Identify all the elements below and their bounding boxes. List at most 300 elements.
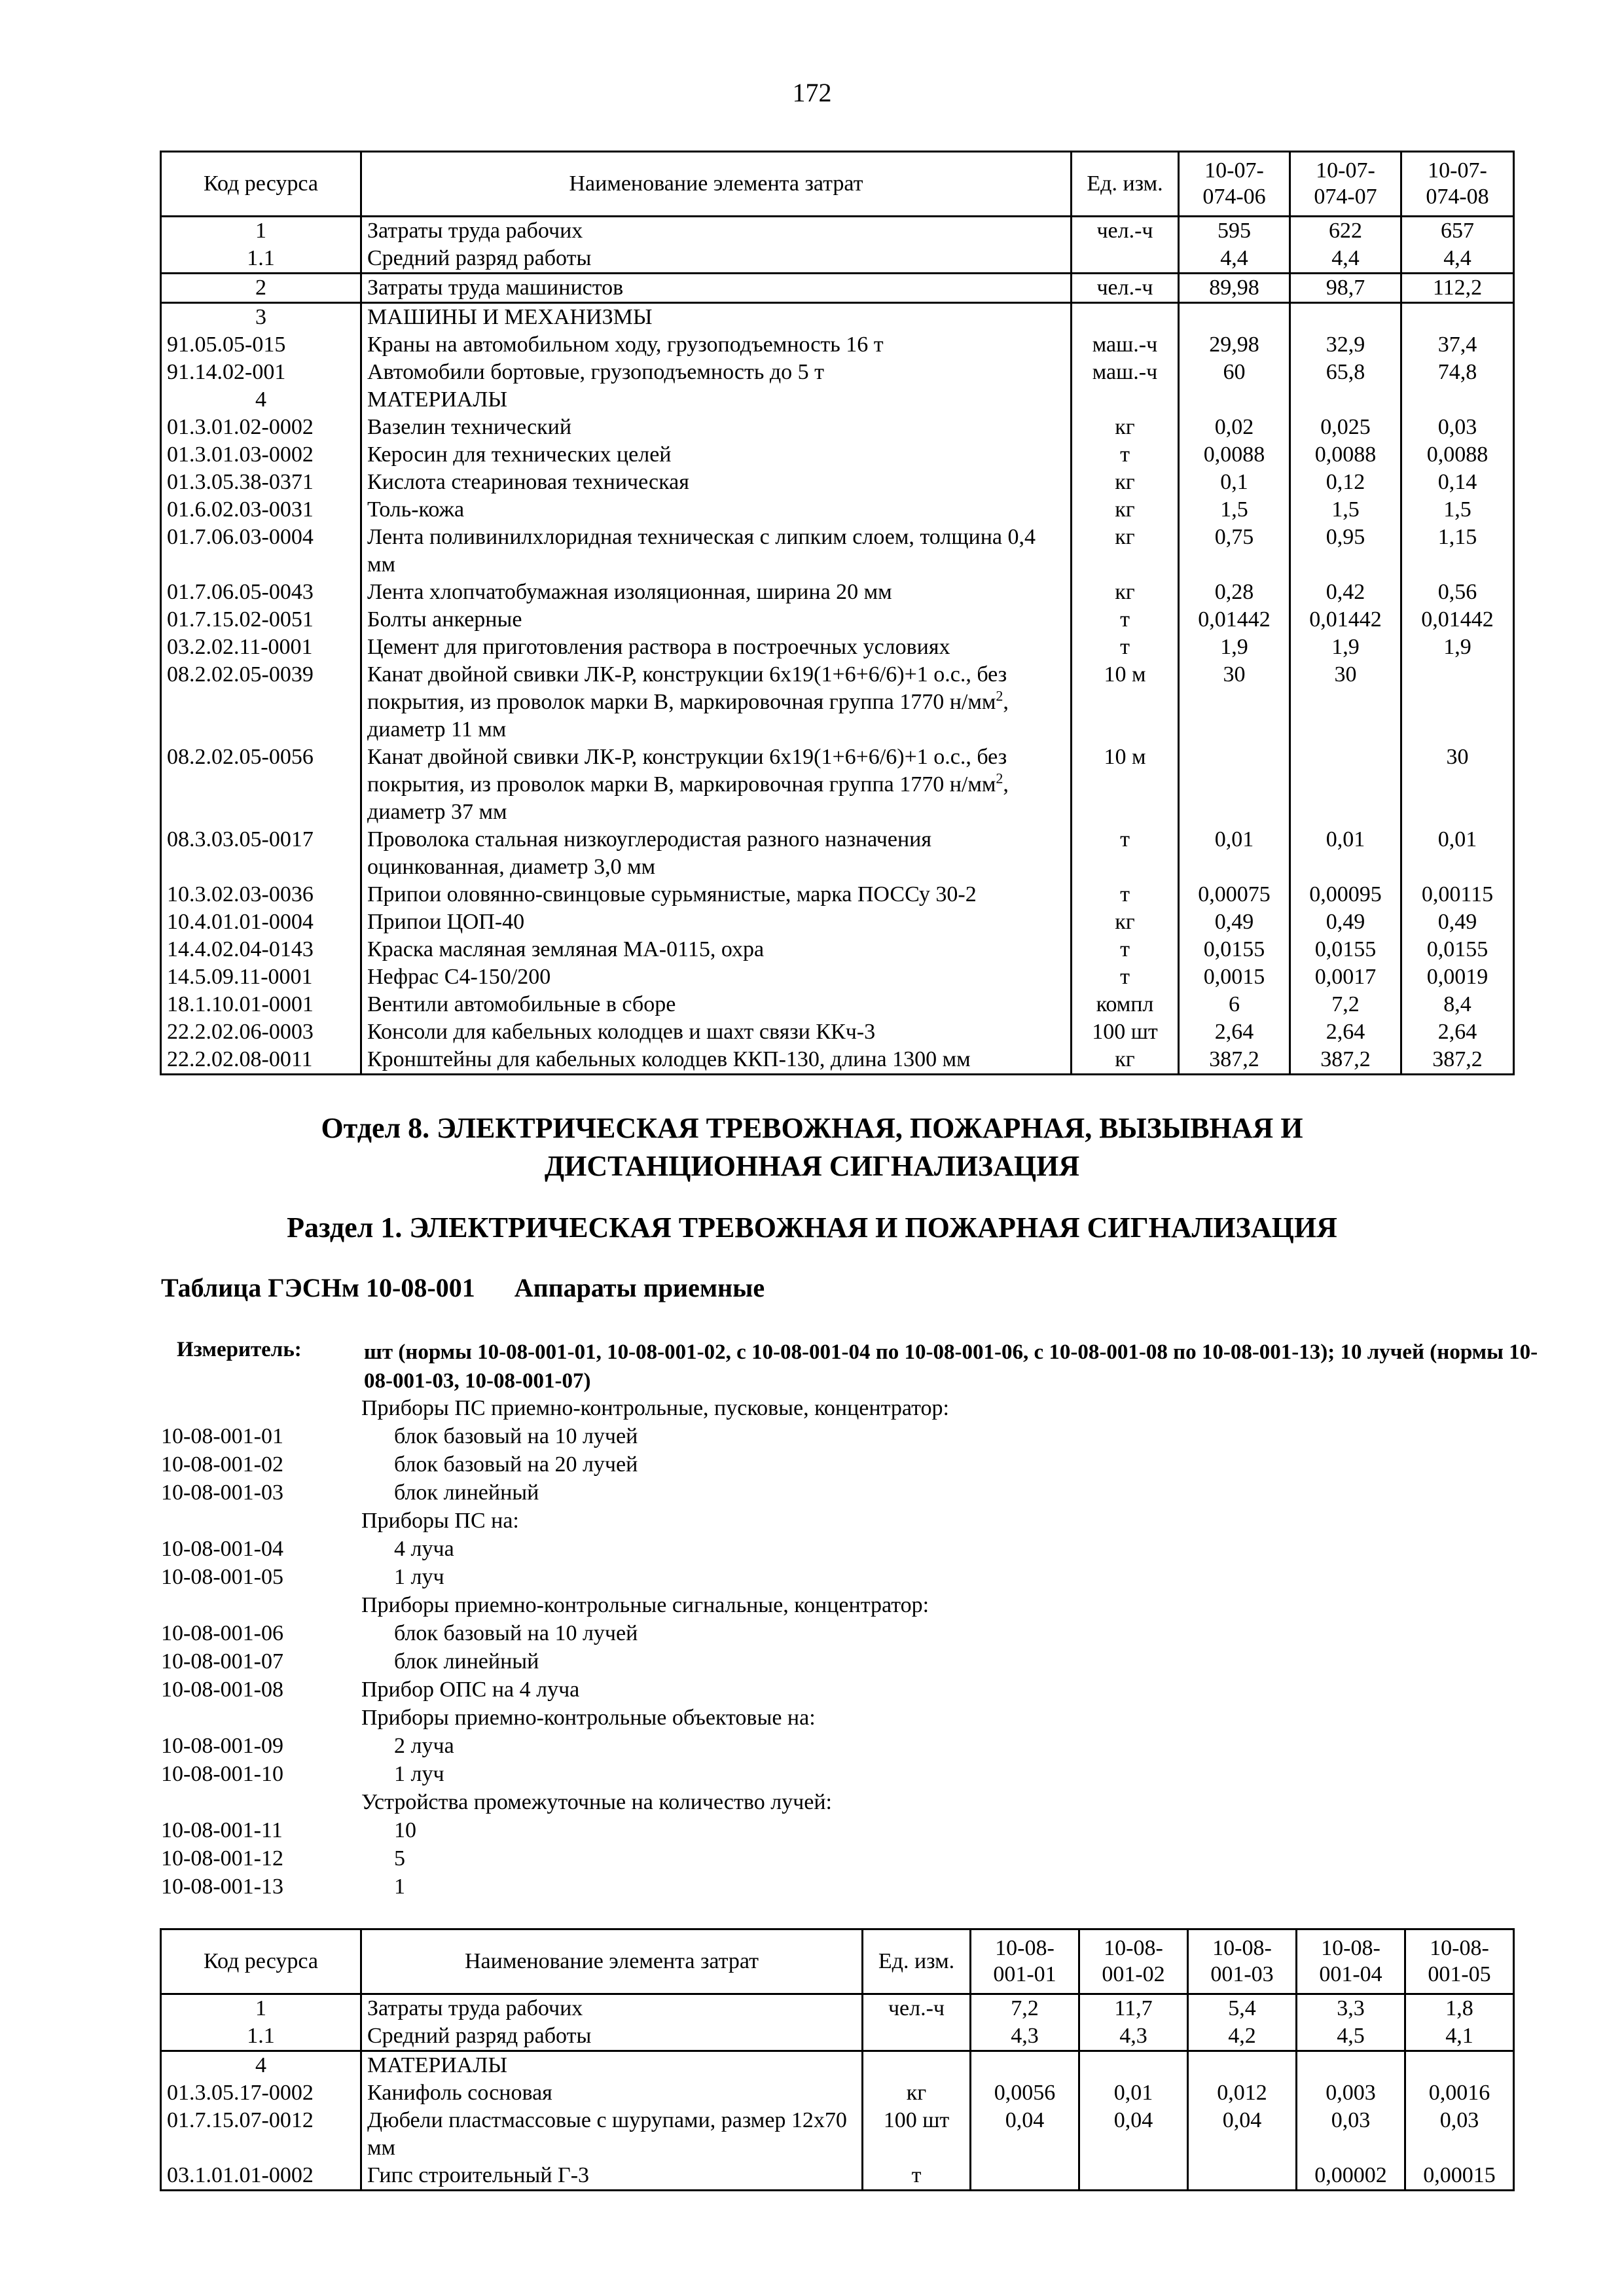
cell-value: 4,2	[1188, 2022, 1297, 2051]
cell-value: 74,8	[1401, 359, 1514, 386]
cell-value: 0,00095	[1290, 881, 1401, 908]
header-norm-07: 10-07- 074-07	[1290, 152, 1401, 217]
table-name: Аппараты приемные	[514, 1273, 765, 1302]
cell-value: 0,01	[1179, 826, 1290, 881]
cell-unit: маш.-ч	[1072, 359, 1179, 386]
cell-value: 0,03	[1297, 2107, 1405, 2162]
norm-code: 10-08-001-13	[161, 1874, 283, 1899]
cell-unit: 100 шт	[1072, 1018, 1179, 1046]
norm-text: Приборы приемно-контрольные объектовые на:	[361, 1706, 816, 1730]
norm-row	[161, 1647, 1470, 1676]
cell-unit	[1072, 303, 1179, 332]
cell-unit: т	[1072, 826, 1179, 881]
cell-value	[1079, 2162, 1188, 2191]
cell-value	[971, 2162, 1079, 2191]
cell-resource-code: 1	[161, 1994, 361, 2023]
header-norm-08: 10-07- 074-08	[1401, 152, 1514, 217]
cell-value: 32,9	[1290, 331, 1401, 359]
table-row	[161, 331, 1514, 359]
cell-value: 0,003	[1297, 2079, 1405, 2107]
header-norm-03: 10-08- 001-03	[1188, 1929, 1297, 1994]
otdel-title-line2: ДИСТАНЦИОННАЯ СИГНАЛИЗАЦИЯ	[544, 1150, 1080, 1182]
header-norm-02: 10-08- 001-02	[1079, 1929, 1188, 1994]
cell-value: 0,0088	[1401, 441, 1514, 469]
cell-unit	[863, 2022, 971, 2051]
cell-value	[1290, 303, 1401, 332]
cell-value: 0,49	[1179, 908, 1290, 936]
cell-value: 4,4	[1401, 245, 1514, 274]
measure-label: Измеритель:	[177, 1338, 302, 1361]
cell-value: 0,1	[1179, 469, 1290, 496]
table-row	[161, 441, 1514, 469]
cell-resource-code: 4	[161, 386, 361, 414]
cell-value: 4,3	[1079, 2022, 1188, 2051]
cell-value: 0,42	[1290, 579, 1401, 606]
cell-resource-code: 01.3.01.03-0002	[161, 441, 361, 469]
header-cost-element: Наименование элемента затрат	[361, 152, 1072, 217]
header-norm-01: 10-08- 001-01	[971, 1929, 1079, 1994]
norm-row	[161, 1563, 1470, 1591]
cell-resource-code: 08.2.02.05-0039	[161, 661, 361, 744]
cell-value: 29,98	[1179, 331, 1290, 359]
table-row	[161, 2079, 1514, 2107]
cell-resource-code: 08.3.03.05-0017	[161, 826, 361, 881]
table-row	[161, 744, 1514, 826]
cell-unit: кг	[1072, 908, 1179, 936]
cell-resource-code: 4	[161, 2051, 361, 2080]
cell-value: 0,01442	[1179, 606, 1290, 634]
cell-resource-code: 1	[161, 217, 361, 245]
norm-code: 10-08-001-09	[161, 1734, 283, 1758]
header-norm-06: 10-07- 074-06	[1179, 152, 1290, 217]
cell-value: 1,5	[1290, 496, 1401, 524]
norm-code: 10-08-001-01	[161, 1424, 283, 1448]
cell-resource-code: 1.1	[161, 2022, 361, 2051]
cell-value	[1405, 2051, 1514, 2080]
measure-text: шт (нормы 10-08-001-01, 10-08-001-02, с 10-08-001-04 по 10-08-001-06, с 10-08-001-08 по 10-08-001-13); 10 лучей (нормы 10-08-001-03, 10-08-001-07)	[364, 1340, 1538, 1393]
cell-unit: т	[863, 2162, 971, 2191]
cell-resource-code: 01.7.06.03-0004	[161, 524, 361, 579]
cell-cost-element: Лента поливинилхлоридная техническая с липким слоем, толщина 0,4 мм	[361, 524, 1072, 579]
norm-code: 10-08-001-06	[161, 1621, 283, 1645]
table-row	[161, 634, 1514, 661]
norm-row	[161, 1873, 1470, 1901]
cell-resource-code: 01.7.15.07-0012	[161, 2107, 361, 2162]
cell-resource-code: 10.4.01.01-0004	[161, 908, 361, 936]
cell-value: 8,4	[1401, 991, 1514, 1018]
norm-text: Приборы приемно-контрольные сигнальные, концентратор:	[361, 1593, 929, 1617]
resource-table-10-08-001	[160, 1928, 1515, 2191]
cell-value: 3,3	[1297, 1994, 1405, 2023]
cell-value: 30	[1290, 661, 1401, 744]
cell-unit: маш.-ч	[1072, 331, 1179, 359]
cell-value	[1401, 303, 1514, 332]
cell-value: 1,15	[1401, 524, 1514, 579]
cell-cost-element: Вазелин технический	[361, 414, 1072, 441]
cell-value: 0,0017	[1290, 963, 1401, 991]
cell-value: 0,00115	[1401, 881, 1514, 908]
table-row	[161, 908, 1514, 936]
cell-cost-element: Краска масляная земляная МА-0115, охра	[361, 936, 1072, 963]
cell-unit: 10 м	[1072, 744, 1179, 826]
cell-value: 0,025	[1290, 414, 1401, 441]
cell-value: 0,0019	[1401, 963, 1514, 991]
cell-value: 0,00015	[1405, 2162, 1514, 2191]
cell-cost-element: Лента хлопчатобумажная изоляционная, ширина 20 мм	[361, 579, 1072, 606]
cell-resource-code: 01.3.05.38-0371	[161, 469, 361, 496]
cell-cost-element: Проволока стальная низкоуглеродистая разного назначения оцинкованная, диаметр 3,0 мм	[361, 826, 1072, 881]
cell-value: 0,28	[1179, 579, 1290, 606]
cell-unit: т	[1072, 606, 1179, 634]
cell-resource-code: 01.7.15.02-0051	[161, 606, 361, 634]
norm-row	[161, 1535, 1470, 1563]
cell-value: 1,5	[1401, 496, 1514, 524]
cell-resource-code: 01.6.02.03-0031	[161, 496, 361, 524]
cell-value: 30	[1179, 661, 1290, 744]
cell-cost-element: Средний разряд работы	[361, 245, 1072, 274]
cell-value: 0,01442	[1401, 606, 1514, 634]
cell-value: 4,5	[1297, 2022, 1405, 2051]
cell-resource-code: 3	[161, 303, 361, 332]
table-row	[161, 881, 1514, 908]
cell-unit	[863, 2051, 971, 2080]
cell-cost-element: Болты анкерные	[361, 606, 1072, 634]
cell-unit: т	[1072, 936, 1179, 963]
table-row	[161, 274, 1514, 303]
cell-unit: т	[1072, 881, 1179, 908]
norm-code: 10-08-001-11	[161, 1818, 283, 1842]
norm-group-heading	[161, 1507, 1470, 1535]
table-row	[161, 303, 1514, 332]
table-row	[161, 359, 1514, 386]
cell-value: 0,00075	[1179, 881, 1290, 908]
cell-value	[1297, 2051, 1405, 2080]
norm-text: блок базовый на 20 лучей	[394, 1452, 638, 1477]
table-row	[161, 1018, 1514, 1046]
cell-cost-element	[361, 744, 1072, 826]
cell-cost-element: Толь-кожа	[361, 496, 1072, 524]
norm-code: 10-08-001-12	[161, 1846, 283, 1871]
table-row	[161, 606, 1514, 634]
table-row	[161, 579, 1514, 606]
table-row	[161, 936, 1514, 963]
cell-cost-element: Затраты труда машинистов	[361, 274, 1072, 303]
cell-text: Канат двойной свивки ЛК-Р, конструкции 6х19(1+6+6/6)+1 о.с., без покрытия, из проволок марки В, маркировочная группа 1770 н/мм	[367, 745, 1007, 797]
cell-resource-code: 18.1.10.01-0001	[161, 991, 361, 1018]
cell-resource-code: 2	[161, 274, 361, 303]
norm-text: 10	[394, 1818, 416, 1842]
cell-resource-code: 91.05.05-015	[161, 331, 361, 359]
cell-value: 0,02	[1179, 414, 1290, 441]
cell-value: 5,4	[1188, 1994, 1297, 2023]
cell-value: 0,04	[1079, 2107, 1188, 2162]
cell-value: 0,12	[1290, 469, 1401, 496]
superscript: 2	[996, 687, 1003, 704]
cell-cost-element: Затраты труда рабочих	[361, 1994, 863, 2023]
cell-value: 4,1	[1405, 2022, 1514, 2051]
table-row	[161, 1994, 1514, 2023]
cell-value: 1,9	[1401, 634, 1514, 661]
norm-group-heading	[161, 1704, 1470, 1732]
cell-unit: т	[1072, 441, 1179, 469]
cell-unit: 100 шт	[863, 2107, 971, 2162]
norm-text: Приборы ПС на:	[361, 1509, 519, 1533]
cell-value: 89,98	[1179, 274, 1290, 303]
cell-value: 30	[1401, 744, 1514, 826]
cell-value: 1,9	[1290, 634, 1401, 661]
superscript: 2	[996, 770, 1003, 787]
cell-cost-element: Гипс строительный Г-3	[361, 2162, 863, 2191]
table-row	[161, 217, 1514, 245]
cell-value	[1401, 386, 1514, 414]
cell-cost-element: Припои оловянно-свинцовые сурьмянистые, марка ПОССу 30-2	[361, 881, 1072, 908]
norm-text: 1 луч	[394, 1565, 444, 1589]
norm-text: 1	[394, 1874, 405, 1899]
cell-unit: кг	[1072, 414, 1179, 441]
cell-resource-code: 08.2.02.05-0056	[161, 744, 361, 826]
cell-resource-code: 22.2.02.06-0003	[161, 1018, 361, 1046]
table-title	[161, 1272, 765, 1303]
norm-code: 10-08-001-07	[161, 1649, 283, 1674]
cell-value	[1179, 744, 1290, 826]
norm-code: 10-08-001-08	[161, 1677, 283, 1702]
cell-value: 595	[1179, 217, 1290, 245]
norm-row	[161, 1760, 1470, 1788]
cell-value: 387,2	[1179, 1046, 1290, 1075]
cell-cost-element: Краны на автомобильном ходу, грузоподъемность 16 т	[361, 331, 1072, 359]
norm-row	[161, 1732, 1470, 1760]
cell-cost-element: Кронштейны для кабельных колодцев ККП-130, длина 1300 мм	[361, 1046, 1072, 1075]
cell-resource-code: 91.14.02-001	[161, 359, 361, 386]
cell-value: 0,01442	[1290, 606, 1401, 634]
norm-text: Прибор ОПС на 4 луча	[361, 1677, 580, 1702]
cell-value: 112,2	[1401, 274, 1514, 303]
header-cost-element: Наименование элемента затрат	[361, 1929, 863, 1994]
header-norm-04: 10-08- 001-04	[1297, 1929, 1405, 1994]
cell-value	[1188, 2162, 1297, 2191]
norms-list	[161, 1394, 1470, 1901]
header-norm-05: 10-08- 001-05	[1405, 1929, 1514, 1994]
norm-text: Устройства промежуточные на количество лучей:	[361, 1790, 832, 1814]
cell-resource-code: 1.1	[161, 245, 361, 274]
cell-value: 0,0015	[1179, 963, 1290, 991]
cell-cost-element	[361, 661, 1072, 744]
cell-resource-code: 22.2.02.08-0011	[161, 1046, 361, 1075]
cell-value	[1079, 2051, 1188, 2080]
cell-unit: кг	[1072, 496, 1179, 524]
cell-value	[1179, 386, 1290, 414]
table-row	[161, 826, 1514, 881]
norm-group-heading	[161, 1394, 1470, 1422]
cell-value: 4,3	[971, 2022, 1079, 2051]
table-row	[161, 496, 1514, 524]
cell-cost-element: Консоли для кабельных колодцев и шахт связи ККч-3	[361, 1018, 1072, 1046]
cell-value: 6	[1179, 991, 1290, 1018]
norm-text: 1 луч	[394, 1762, 444, 1786]
norm-text: Приборы ПС приемно-контрольные, пусковые, концентратор:	[361, 1396, 949, 1420]
header-unit: Ед. изм.	[863, 1929, 971, 1994]
cell-unit: чел.-ч	[1072, 274, 1179, 303]
norm-row	[161, 1844, 1470, 1873]
cell-text: , диаметр 11 мм	[367, 690, 1009, 742]
table-row	[161, 1046, 1514, 1075]
cell-value	[1290, 386, 1401, 414]
cell-value: 4,4	[1179, 245, 1290, 274]
norm-text: блок линейный	[394, 1649, 539, 1674]
cell-value	[1401, 661, 1514, 744]
norm-text: блок базовый на 10 лучей	[394, 1424, 638, 1448]
table-row	[161, 2162, 1514, 2191]
cell-cost-element: МАШИНЫ И МЕХАНИЗМЫ	[361, 303, 1072, 332]
cell-value: 0,04	[1188, 2107, 1297, 2162]
norm-text: 4 луча	[394, 1537, 454, 1561]
table-row	[161, 245, 1514, 274]
cell-unit: чел.-ч	[863, 1994, 971, 2023]
cell-value: 1,9	[1179, 634, 1290, 661]
cell-unit: 10 м	[1072, 661, 1179, 744]
cell-unit: кг	[1072, 524, 1179, 579]
cell-cost-element: Затраты труда рабочих	[361, 217, 1072, 245]
table-row	[161, 2051, 1514, 2080]
table-row	[161, 2022, 1514, 2051]
cell-text: Канат двойной свивки ЛК-Р, конструкции 6х19(1+6+6/6)+1 о.с., без покрытия, из проволок марки В, маркировочная группа 1770 н/мм	[367, 662, 1007, 714]
cell-value: 1,5	[1179, 496, 1290, 524]
cell-unit: кг	[1072, 1046, 1179, 1075]
cell-cost-element: МАТЕРИАЛЫ	[361, 2051, 863, 2080]
header-resource-code: Код ресурса	[161, 1929, 361, 1994]
resource-table-10-07-074	[160, 151, 1515, 1075]
cell-unit	[1072, 386, 1179, 414]
header-resource-code: Код ресурса	[161, 152, 361, 217]
cell-value: 0,49	[1401, 908, 1514, 936]
table-row	[161, 963, 1514, 991]
cell-value: 0,0155	[1179, 936, 1290, 963]
cell-value: 387,2	[1290, 1046, 1401, 1075]
cell-value: 0,012	[1188, 2079, 1297, 2107]
cell-value	[1179, 303, 1290, 332]
norm-code: 10-08-001-02	[161, 1452, 283, 1477]
table-row	[161, 991, 1514, 1018]
cell-value: 65,8	[1290, 359, 1401, 386]
table-row	[161, 2107, 1514, 2162]
cell-value: 0,0155	[1290, 936, 1401, 963]
cell-resource-code: 10.3.02.03-0036	[161, 881, 361, 908]
cell-value: 2,64	[1290, 1018, 1401, 1046]
cell-value: 0,0155	[1401, 936, 1514, 963]
cell-value: 0,14	[1401, 469, 1514, 496]
norm-code: 10-08-001-03	[161, 1480, 283, 1505]
cell-value: 0,56	[1401, 579, 1514, 606]
cell-value: 0,0056	[971, 2079, 1079, 2107]
norm-group-heading	[161, 1788, 1470, 1816]
norm-row	[161, 1816, 1470, 1844]
cell-unit: кг	[1072, 579, 1179, 606]
cell-value: 2,64	[1401, 1018, 1514, 1046]
cell-value: 387,2	[1401, 1046, 1514, 1075]
page-number: 172	[792, 78, 832, 107]
cell-value: 60	[1179, 359, 1290, 386]
norm-text: блок линейный	[394, 1480, 539, 1505]
cell-resource-code: 14.4.02.04-0143	[161, 936, 361, 963]
cell-value: 0,01	[1401, 826, 1514, 881]
cell-unit: т	[1072, 634, 1179, 661]
cell-cost-element: Автомобили бортовые, грузоподъемность до 5 т	[361, 359, 1072, 386]
norm-code: 10-08-001-05	[161, 1565, 283, 1589]
cell-resource-code: 14.5.09.11-0001	[161, 963, 361, 991]
cell-value: 0,01	[1290, 826, 1401, 881]
cell-value: 657	[1401, 217, 1514, 245]
cell-cost-element: Керосин для технических целей	[361, 441, 1072, 469]
cell-resource-code: 01.7.06.05-0043	[161, 579, 361, 606]
cell-value: 0,03	[1401, 414, 1514, 441]
cell-value: 98,7	[1290, 274, 1401, 303]
cell-unit: кг	[1072, 469, 1179, 496]
cell-value: 4,4	[1290, 245, 1401, 274]
norm-code: 10-08-001-10	[161, 1762, 283, 1786]
cell-value	[1290, 744, 1401, 826]
cell-resource-code: 01.3.05.17-0002	[161, 2079, 361, 2107]
cell-unit	[1072, 245, 1179, 274]
cell-value: 0,04	[971, 2107, 1079, 2162]
cell-value: 0,49	[1290, 908, 1401, 936]
norm-text: 2 луча	[394, 1734, 454, 1758]
otdel-title-line1: Отдел 8. ЭЛЕКТРИЧЕСКАЯ ТРЕВОЖНАЯ, ПОЖАРНАЯ, ВЫЗЫВНАЯ И	[321, 1112, 1303, 1144]
cell-value: 1,8	[1405, 1994, 1514, 2023]
cell-resource-code: 03.1.01.01-0002	[161, 2162, 361, 2191]
norm-code: 10-08-001-04	[161, 1537, 283, 1561]
cell-value: 0,95	[1290, 524, 1401, 579]
cell-cost-element: Припои ЦОП-40	[361, 908, 1072, 936]
cell-value: 0,0088	[1290, 441, 1401, 469]
cell-value: 0,01	[1079, 2079, 1188, 2107]
cell-unit: кг	[863, 2079, 971, 2107]
norm-row	[161, 1619, 1470, 1647]
table-row	[161, 386, 1514, 414]
table-row	[161, 469, 1514, 496]
razdel-title: Раздел 1. ЭЛЕКТРИЧЕСКАЯ ТРЕВОЖНАЯ И ПОЖАРНАЯ СИГНАЛИЗАЦИЯ	[287, 1211, 1337, 1244]
cell-value: 7,2	[1290, 991, 1401, 1018]
cell-cost-element: Средний разряд работы	[361, 2022, 863, 2051]
cell-value: 0,03	[1405, 2107, 1514, 2162]
cell-cost-element: Дюбели пластмассовые с шурупами, размер 12х70 мм	[361, 2107, 863, 2162]
cell-value: 0,0016	[1405, 2079, 1514, 2107]
cell-cost-element: Канифоль сосновая	[361, 2079, 863, 2107]
table-row	[161, 524, 1514, 579]
cell-resource-code: 01.3.01.02-0002	[161, 414, 361, 441]
cell-value: 11,7	[1079, 1994, 1188, 2023]
cell-unit: т	[1072, 963, 1179, 991]
norm-group-heading	[161, 1591, 1470, 1619]
cell-value: 622	[1290, 217, 1401, 245]
cell-value	[971, 2051, 1079, 2080]
cell-unit: чел.-ч	[1072, 217, 1179, 245]
cell-value: 0,0088	[1179, 441, 1290, 469]
cell-cost-element: Цемент для приготовления раствора в построечных условиях	[361, 634, 1072, 661]
cell-value: 2,64	[1179, 1018, 1290, 1046]
cell-value	[1188, 2051, 1297, 2080]
header-unit: Ед. изм.	[1072, 152, 1179, 217]
table-code: Таблица ГЭСНм 10-08-001	[161, 1273, 475, 1302]
norm-text: 5	[394, 1846, 405, 1871]
table-row	[161, 661, 1514, 744]
cell-unit: компл	[1072, 991, 1179, 1018]
cell-value: 7,2	[971, 1994, 1079, 2023]
cell-value: 0,00002	[1297, 2162, 1405, 2191]
cell-text: , диаметр 37 мм	[367, 772, 1009, 824]
norm-row	[161, 1676, 1470, 1704]
norm-row	[161, 1450, 1470, 1479]
cell-cost-element: Нефрас С4-150/200	[361, 963, 1072, 991]
